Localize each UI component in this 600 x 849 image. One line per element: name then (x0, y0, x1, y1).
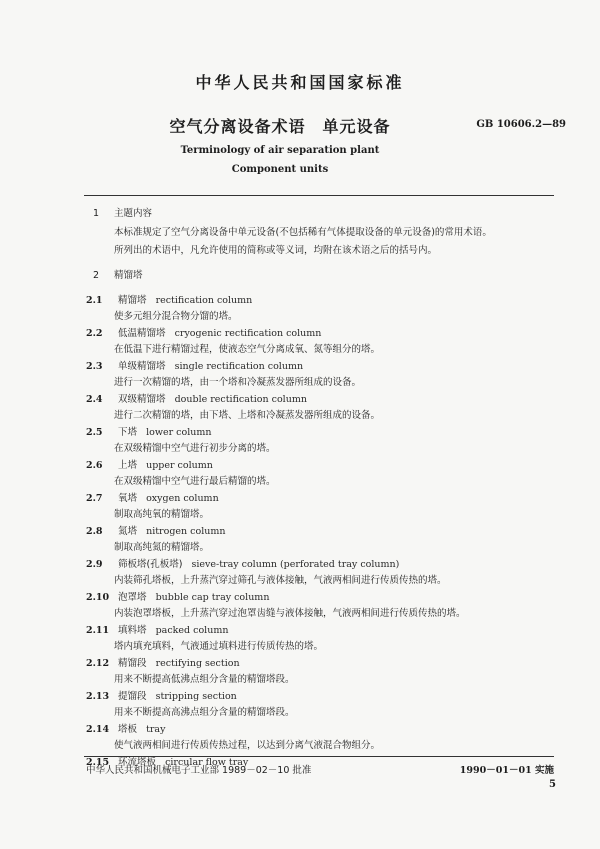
term-label (118, 688, 237, 705)
term-english: packed column (155, 625, 229, 636)
term-number: 2.6 (86, 460, 103, 471)
document-body (0, 204, 600, 771)
term-number: 2.3 (86, 361, 103, 372)
term-english: cryogenic rectification column (174, 328, 322, 339)
section-heading (0, 266, 600, 286)
header-divider (84, 195, 554, 196)
term-entry (0, 589, 600, 606)
term-definition: 进行二次精馏的塔，由下塔、上塔和冷凝蒸发器所组成的设备。 (114, 410, 381, 421)
term-definition: 在低温下进行精馏过程，使液态空气分离成氧、氮等组分的塔。 (114, 344, 381, 355)
term-definition: 在双级精馏中空气进行最后精馏的塔。 (114, 476, 276, 487)
term-entry (0, 688, 600, 705)
term-label (118, 622, 228, 639)
term-entry (0, 292, 600, 309)
approval-note: 中华人民共和国机械电子工业部 1989－02－10 批准 (86, 765, 312, 776)
term-chinese: 填料塔 (118, 625, 147, 636)
term-chinese: 下塔 (118, 427, 138, 438)
national-standard-title: 中华人民共和国国家标准 (195, 73, 405, 92)
section-number: 2 (93, 270, 100, 281)
term-entry (0, 490, 600, 507)
term-chinese: 双级精馏塔 (118, 394, 166, 405)
term-english: nitrogen column (146, 526, 226, 537)
term-definition: 制取高纯氮的精馏塔。 (114, 542, 210, 553)
term-entry (0, 523, 600, 540)
term-chinese: 精馏塔 (118, 295, 147, 306)
term-chinese: 筛板塔(孔板塔) (118, 559, 183, 570)
english-title (0, 141, 560, 179)
section-number: 1 (93, 208, 100, 219)
term-definition: 用来不断提高低沸点组分含量的精馏塔段。 (114, 674, 295, 685)
term-english: lower column (146, 427, 212, 438)
term-chinese: 环流塔板 (118, 757, 157, 768)
term-chinese: 泡罩塔 (118, 592, 147, 603)
term-definition: 塔内填充填料，气液通过填料进行传质传热的塔。 (114, 641, 324, 652)
term-english: rectification column (155, 295, 253, 306)
term-entry (0, 358, 600, 375)
term-number: 2.10 (86, 592, 110, 603)
term-chinese: 精馏段 (118, 658, 147, 669)
term-label (118, 325, 321, 342)
term-number: 2.12 (86, 658, 110, 669)
term-chinese: 低温精馏塔 (118, 328, 166, 339)
term-definition: 用来不断提高高沸点组分含量的精馏塔段。 (114, 707, 295, 718)
term-english: rectifying section (155, 658, 240, 669)
term-label (118, 556, 399, 573)
term-entry (0, 424, 600, 441)
english-title-line-2: Component units (231, 164, 329, 175)
term-chinese: 氧塔 (118, 493, 138, 504)
term-english: bubble cap tray column (155, 592, 270, 603)
term-number: 2.8 (86, 526, 103, 537)
term-english: upper column (146, 460, 213, 471)
term-definition: 制取高纯氧的精馏塔。 (114, 509, 210, 520)
term-english: sieve-tray column (perforated tray column) (191, 559, 400, 570)
paragraph: 所列出的术语中，凡允许使用的简称或等义词，均附在该术语之后的括号内。 (114, 245, 438, 256)
term-entry (0, 457, 600, 474)
term-chinese: 塔板 (118, 724, 138, 735)
term-definition: 内装泡罩塔板，上升蒸汽穿过泡罩齿缝与液体接触，气液两相间进行传质传热的塔。 (114, 608, 466, 619)
term-english: tray (146, 724, 166, 735)
section-title: 主题内容 (114, 208, 153, 219)
page-number: 5 (549, 779, 556, 790)
term-definition: 使气液两相间进行传质传热过程，以达到分离气液混合物组分。 (114, 740, 381, 751)
english-title-line-1: Terminology of air separation plant (180, 145, 380, 156)
term-list (0, 292, 600, 771)
term-entry (0, 391, 600, 408)
term-definition: 使多元组分混合物分馏的塔。 (114, 311, 238, 322)
footer-divider (84, 756, 554, 757)
term-number: 2.1 (86, 295, 103, 306)
term-label (118, 424, 211, 441)
term-english: circular flow tray (165, 757, 249, 768)
term-entry (0, 721, 600, 738)
term-label (118, 391, 307, 408)
term-number: 2.15 (86, 757, 110, 768)
term-number: 2.13 (86, 691, 110, 702)
term-definition: 内装筛孔塔板，上升蒸汽穿过筛孔与液体接触，气液两相间进行传质传热的塔。 (114, 575, 447, 586)
term-label (118, 523, 225, 540)
term-label (118, 292, 252, 309)
term-chinese: 单级精馏塔 (118, 361, 166, 372)
term-label (118, 589, 269, 606)
term-number: 2.11 (86, 625, 110, 636)
standard-code: GB 10606.2—89 (476, 119, 566, 130)
term-label (118, 721, 165, 738)
term-english: oxygen column (146, 493, 219, 504)
term-english: stripping section (155, 691, 237, 702)
term-label (118, 457, 213, 474)
term-definition: 进行一次精馏的塔，由一个塔和冷凝蒸发器所组成的设备。 (114, 377, 362, 388)
term-entry (0, 325, 600, 342)
term-english: single rectification column (174, 361, 304, 372)
term-entry (0, 556, 600, 573)
term-label (118, 490, 219, 507)
section-title: 精馏塔 (114, 270, 143, 281)
term-entry (0, 622, 600, 639)
term-english: double rectification column (174, 394, 307, 405)
term-label (118, 358, 303, 375)
term-number: 2.2 (86, 328, 103, 339)
paragraph: 本标准规定了空气分离设备中单元设备(不包括稀有气体提取设备的单元设备)的常用术语。 (114, 227, 492, 238)
term-number: 2.4 (86, 394, 103, 405)
term-number: 2.5 (86, 427, 103, 438)
effective-date: 1990－01－01 实施 (459, 765, 554, 776)
term-definition: 在双级精馏中空气进行初步分离的塔。 (114, 443, 276, 454)
term-chinese: 上塔 (118, 460, 138, 471)
term-number: 2.7 (86, 493, 103, 504)
term-label (118, 655, 240, 672)
term-chinese: 提馏段 (118, 691, 147, 702)
document-title: 空气分离设备术语 单元设备 (169, 117, 391, 136)
term-number: 2.14 (86, 724, 110, 735)
term-number: 2.9 (86, 559, 103, 570)
term-entry (0, 655, 600, 672)
term-chinese: 氮塔 (118, 526, 138, 537)
section-heading (0, 204, 600, 224)
